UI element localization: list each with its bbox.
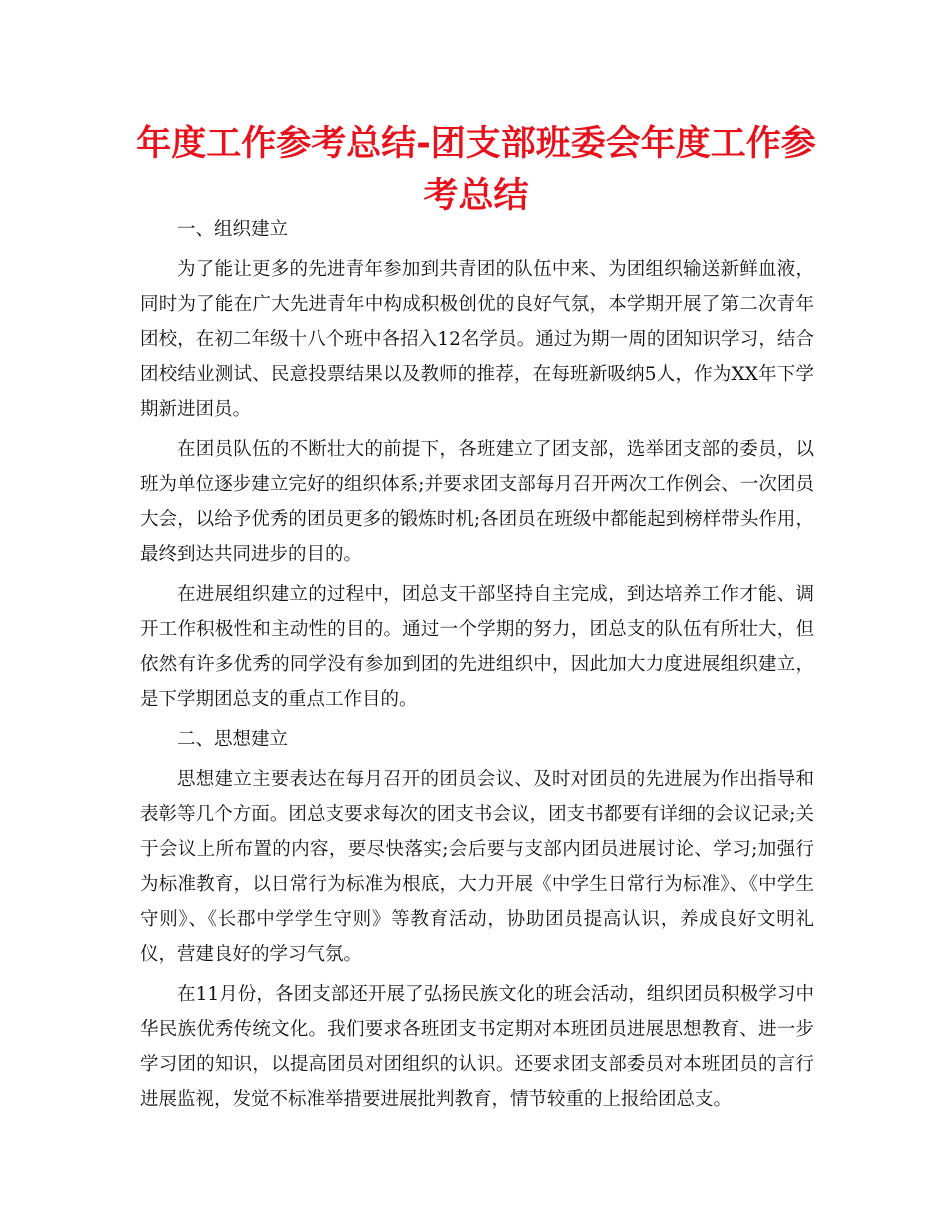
section-heading-ideology: 二、思想建立 [177, 729, 289, 750]
paragraph: 在11月份，各团支部还开展了弘扬民族文化的班会活动，组织团员积极学习中华民族优秀传统文化。我们要求各班团支书定期对本班团员进展思想教育、进一步学习团的知识，以提高团员对团组织的认识。还要求团支部委员对本班团员的言行进展监视，发觉不标准举措要进展批判教育，情节较重的上报给团总支。 [140, 984, 814, 1110]
section-heading-organization: 一、组织建立 [177, 219, 289, 240]
paragraph: 思想建立主要表达在每月召开的团员会议、及时对团员的先进展为作出指导和表彰等几个方面。团总支要求每次的团支书会议，团支书都要有详细的会议记录;关于会议上所布置的内容，要尽快落实;会后要与支部内团员进展讨论、学习;加强行为标准教育，以日常行为标准为根底，大力开展《中学生日常行为标准》、《中学生守则》、《长郡中学学生守则》等教育活动，协助团员提高认识，养成良好文明礼仪，营建良好的学习气氛。 [140, 769, 814, 965]
document-title: 年度工作参考总结-团支部班委会年度工作参考总结 [136, 124, 816, 216]
document-body [140, 212, 814, 1122]
paragraph: 在团员队伍的不断壮大的前提下，各班建立了团支部，选举团支部的委员，以班为单位逐步建立完好的组织体系;并要求团支部每月召开两次工作例会、一次团员大会，以给予优秀的团员更多的锻炼时机;各团员在班级中都能起到榜样带头作用，最终到达共同进步的目的。 [140, 439, 814, 565]
paragraph: 为了能让更多的先进青年参加到共青团的队伍中来、为团组织输送新鲜血液，同时为了能在广大先进青年中构成积极创优的良好气氛，本学期开展了第二次青年团校，在初二年级十八个班中各招入12名学员。通过为期一周的团知识学习，结合团校结业测试、民意投票结果以及教师的推荐，在每班新吸纳5人，作为XX年下学期新进团员。 [140, 259, 814, 420]
paragraph: 在进展组织建立的过程中，团总支干部坚持自主完成，到达培养工作才能、调开工作积极性和主动性的目的。通过一个学期的努力，团总支的队伍有所壮大，但依然有许多优秀的同学没有参加到团的先进组织中，因此加大力度进展组织建立，是下学期团总支的重点工作目的。 [140, 584, 814, 710]
